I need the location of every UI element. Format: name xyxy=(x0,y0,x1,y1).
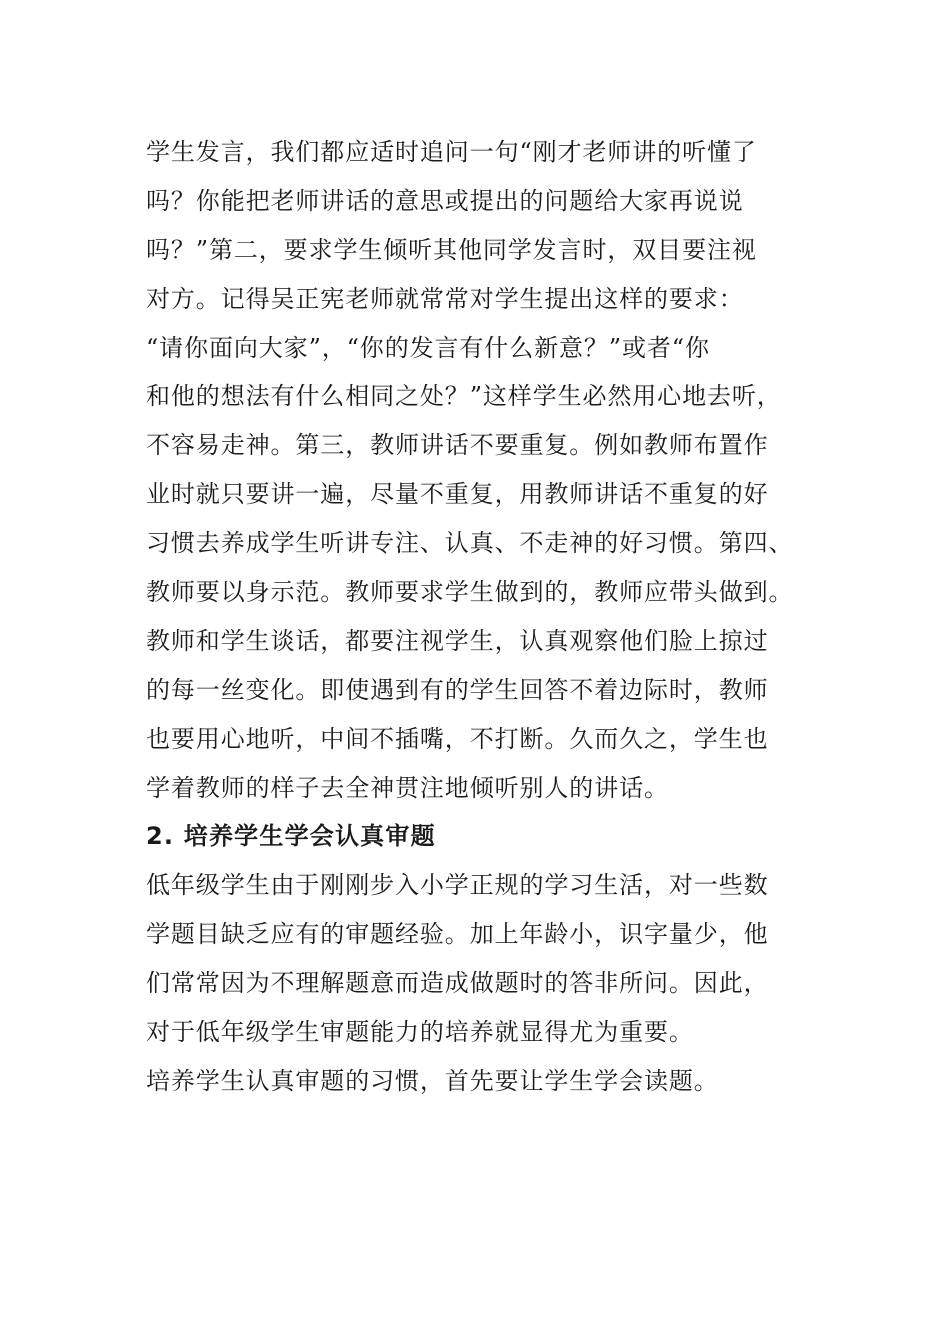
body-line-13: 也要用心地听，中间不插嘴，不打断。久而久之，学生也 xyxy=(146,724,769,753)
section-line-5: 培养学生认真审题的习惯，首先要让学生学会读题。 xyxy=(146,1066,719,1095)
body-line-3: 吗？”第二，要求学生倾听其他同学发言时，双目要注视 xyxy=(146,235,757,264)
body-line-9: 习惯去养成学生听讲专注、认真、不走神的好习惯。第四、 xyxy=(146,529,794,558)
section-line-3: 们常常因为不理解题意而造成做题时的答非所问。因此， xyxy=(146,969,769,998)
body-line-10: 教师要以身示范。教师要求学生做到的，教师应带头做到。 xyxy=(146,578,794,607)
body-line-1: 学生发言，我们都应适时追问一句“刚才老师讲的听懂了 xyxy=(146,138,757,166)
body-line-12: 的每一丝变化。即使遇到有的学生回答不着边际时，教师 xyxy=(146,675,769,704)
section-line-1: 低年级学生由于刚刚步入小学正规的学习生活，对一些数 xyxy=(146,871,769,900)
section-line-4: 对于低年级学生审题能力的培养就显得尤为重要。 xyxy=(146,1018,694,1047)
section-line-2: 学题目缺乏应有的审题经验。加上年龄小，识字量少，他 xyxy=(146,920,769,949)
body-line-5: “请你面向大家”，“你的发言有什么新意？”或者“你 xyxy=(146,333,710,362)
section-heading: 2. 培养学生学会认真审题 xyxy=(146,822,436,851)
body-line-14: 学着教师的样子去全神贯注地倾听别人的讲话。 xyxy=(146,773,669,802)
body-line-7: 不容易走神。第三，教师讲话不要重复。例如教师布置作 xyxy=(146,431,769,460)
body-line-4: 对方。记得吴正宪老师就常常对学生提出这样的要求： xyxy=(146,284,744,313)
document-body xyxy=(146,128,806,1106)
body-line-6: 和他的想法有什么相同之处？”这样学生必然用心地去听， xyxy=(146,382,782,411)
body-line-8: 业时就只要讲一遍，尽量不重复，用教师讲话不重复的好 xyxy=(146,480,769,509)
body-line-11: 教师和学生谈话，都要注视学生，认真观察他们脸上掠过 xyxy=(146,626,769,655)
body-line-2: 吗？你能把老师讲话的意思或提出的问题给大家再说说 xyxy=(146,186,744,215)
